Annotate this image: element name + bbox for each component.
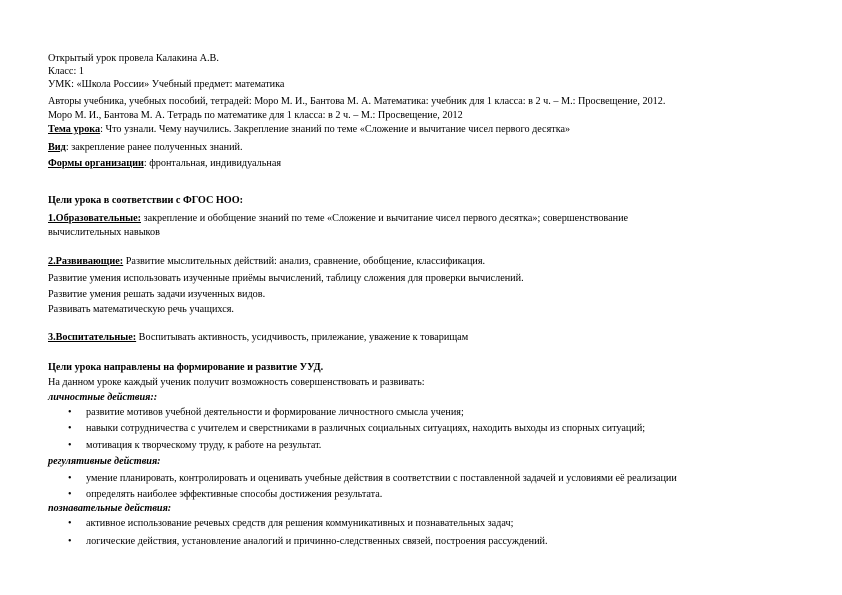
upb-goal-text: Воспитывать активность, усидчивость, прилежание, уважение к товарищам <box>136 332 469 343</box>
forms-line <box>48 157 281 170</box>
edu-goal-line <box>48 212 628 225</box>
bullet-marker: • <box>68 536 72 547</box>
bullet-marker: • <box>68 473 72 484</box>
bullet-marker: • <box>68 518 72 529</box>
dev-goal-line <box>48 255 485 268</box>
bullet-marker: • <box>68 440 72 451</box>
cognitive-item: активное использование речевых средств для решения коммуникативных и познавательных задач; <box>86 518 514 529</box>
bullet-marker: • <box>68 489 72 500</box>
regulatory-item: умение планировать, контролировать и оценивать учебные действия в соответствии с поставленной задачей и условиями её реализации <box>86 473 677 484</box>
upb-goal-line <box>48 331 468 344</box>
edu-goal-line-2: вычислительных навыков <box>48 227 160 238</box>
personal-actions-label: личностные действия:: <box>48 392 158 403</box>
personal-item: развитие мотивов учебной деятельности и формирование личностного смысла учения; <box>86 407 464 418</box>
bullet-marker: • <box>68 423 72 434</box>
dev-goal-text: Развитие мыслительных действий: анализ, сравнение, обобщение, классификация. <box>123 256 486 267</box>
goals-heading: Цели урока в соответствии с ФГОС НОО: <box>48 195 244 206</box>
edu-goal-text: закрепление и обобщение знаний по теме «Сложение и вычитание чисел первого десятка»; совершенствование <box>141 213 629 224</box>
type-text: : закрепление ранее полученных знаний. <box>65 142 243 153</box>
umk-line: УМК: «Школа России» Учебный предмет: математика <box>48 79 285 90</box>
upb-goal-label: 3.Воспитательные: <box>48 332 137 343</box>
topic-text: : Что узнали. Чему научились. Закрепление знаний по теме «Сложение и вычитание чисел первого десятка» <box>100 124 571 135</box>
personal-item: мотивация к творческому труду, к работе на результат. <box>86 440 322 451</box>
type-label: Вид <box>48 142 66 153</box>
conducted-line: Открытый урок провела Калакина А.В. <box>48 53 219 64</box>
class-line: Класс: 1 <box>48 66 84 77</box>
forms-text: : фронтальная, индивидуальная <box>143 158 282 169</box>
regulatory-actions-label: регулятивные действия: <box>48 456 161 467</box>
topic-label: Тема урока <box>48 124 101 135</box>
forms-label: Формы организации <box>48 158 144 169</box>
uud-intro: На данном уроке каждый ученик получит возможность совершенствовать и развивать: <box>48 377 425 388</box>
edu-goal-label: 1.Образовательные: <box>48 213 141 224</box>
cognitive-actions-label: познавательные действия: <box>48 503 172 514</box>
type-line <box>48 141 243 154</box>
bullet-marker: • <box>68 407 72 418</box>
cognitive-item: логические действия, установление аналогий и причинно-следственных связей, построения рассуждений. <box>86 536 548 547</box>
uud-heading: Цели урока направлены на формирование и развитие УУД. <box>48 362 324 373</box>
regulatory-item: определять наиболее эффективные способы достижения результата. <box>86 489 383 500</box>
dev-goal-line-3: Развитие умения решать задачи изученных видов. <box>48 289 266 300</box>
dev-goal-line-2: Развитие умения использовать изученные приёмы вычислений, таблицу сложения для проверки вычислений. <box>48 273 524 284</box>
personal-item: навыки сотрудничества с учителем и сверстниками в различных социальных ситуациях, находить выходы из спорных ситуаций; <box>86 423 646 434</box>
topic-line <box>48 123 570 136</box>
dev-goal-label: 2.Развивающие: <box>48 256 124 267</box>
dev-goal-line-4: Развивать математическую речь учащихся. <box>48 304 234 315</box>
workbook-line: Моро М. И., Бантова М. А. Тетрадь по математике для 1 класса: в 2 ч. – М.: Просвещение, 2012 <box>48 110 463 121</box>
authors-line: Авторы учебника, учебных пособий, тетрадей: Моро М. И., Бантова М. А. Математика: учебник для 1 класса: в 2 ч. – М.: Просвещение, 2012. <box>48 96 666 107</box>
